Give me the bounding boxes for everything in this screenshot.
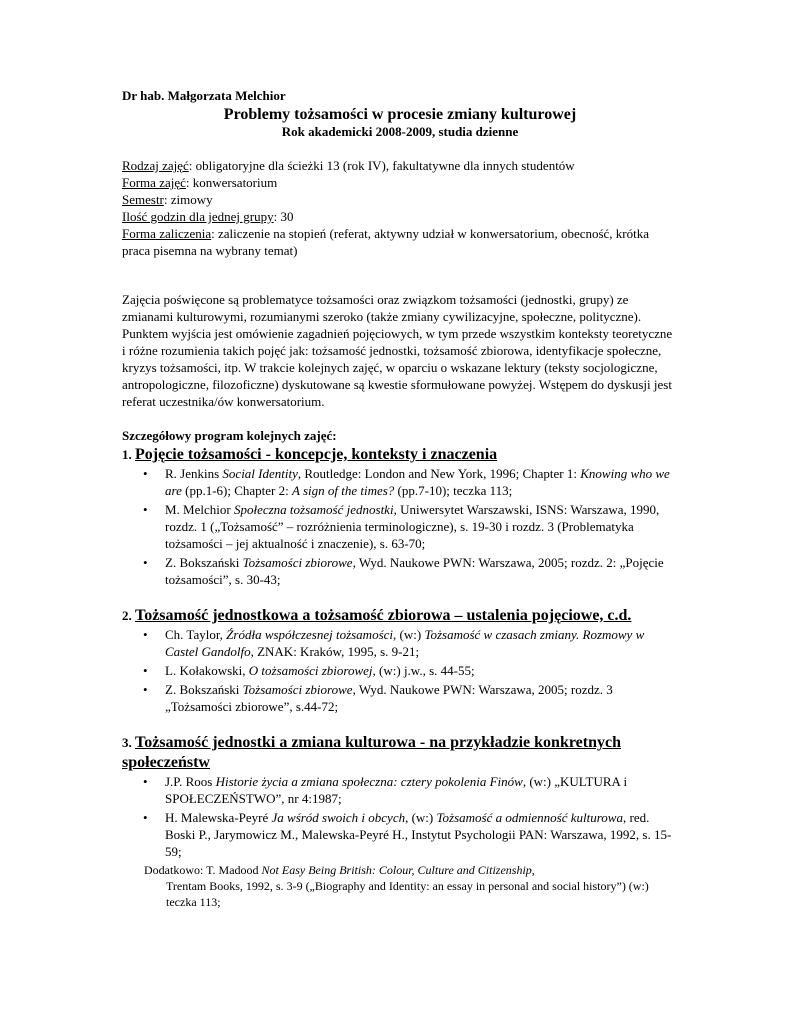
list-item: • Z. Bokszański Tożsamości zbiorowe, Wyd. Naukowe PWN: Warszawa, 2005; rozdz. 3 „Tożsamości zbiorowe”, s.44-72; — [143, 682, 613, 714]
section-2-refs — [122, 626, 678, 715]
list-item: • Ch. Taylor, Źródła współczesnej tożsamości, (w:) Tożsamość w czasach zmiany. Rozmowy w Castel Gandolfo, ZNAK: Kraków, 1995, s. 9-21; — [143, 627, 645, 659]
list-item: • M. Melchior Społeczna tożsamość jednostki, Uniwersytet Warszawski, ISNS: Warszawa, 1990, rozdz. 1 („Tożsamość” – rozróżnienia terminologiczne), s. 19-30 i rozdz. 3 (Problematyka tożsamości – jej aktualność i znaczenie), s. 63-70; — [143, 502, 660, 551]
document-title: Problemy tożsamości w procesie zmiany kulturowej — [223, 106, 577, 123]
section-3-addon: Dodatkowo: T. Madood Not Easy Being British: Colour, Culture and Citizenship, Trentam Books, 1992, s. 3-9 („Biography and Identity: an essay in personal and social history”) (w:) teczka 113; — [144, 863, 649, 909]
program-title: Szczegółowy program kolejnych zajęć: — [122, 428, 337, 443]
section-1-refs — [122, 465, 678, 588]
list-item: • R. Jenkins Social Identity, Routledge: London and New York, 1996; Chapter 1: Knowing who we are (pp.1-6); Chapter 2: A sign of the times? (pp.7-10); teczka 113; — [143, 466, 670, 498]
document-page — [122, 88, 678, 910]
meta-godziny: Ilość godzin dla jednej grupy: 30 — [122, 209, 294, 224]
section-3-heading: 3. Tożsamość jednostki a zmiana kulturowa - na przykładzie konkretnych społeczeństw — [122, 734, 621, 771]
list-item: • J.P. Roos Historie życia a zmiana społeczna: cztery pokolenia Finów, (w:) „KULTURA i SPOŁECZEŃSTWO”, nr 4:1987; — [143, 774, 628, 806]
course-meta — [122, 157, 678, 259]
meta-rodzaj: Rodzaj zajęć: obligatoryjne dla ścieżki 13 (rok IV), fakultatywne dla innych studentów — [122, 158, 575, 173]
meta-zaliczenie: Forma zaliczenia: zaliczenie na stopień (referat, aktywny udział w konwersatorium, obecność, krótka praca pisemna na wybrany temat) — [122, 226, 650, 258]
author-name: Dr hab. Małgorzata Melchior — [122, 88, 286, 103]
intro-paragraph: Zajęcia poświęcone są problematyce tożsamości oraz związkom tożsamości (jednostki, grupy) ze zmianami kulturowymi, rozumianymi szeroko (także zmiany cywilizacyjne, społeczne, polityczne). Punktem wyjścia jest omówienie zagadnień pojęciowych, w tym przede wszystkim konteksty teoretyczne i różne rozumienia takich pojęć jak: tożsamość jednostki, tożsamość zbiorowa, identyfikacje społeczne, kryzys tożsamości, itp. W trakcie kolejnych zajęć, w oparciu o wskazane lektury (teksty socjologiczne, antropologiczne, filozoficzne) dyskutowane są kwestie sformułowane powyżej. Wstępem do dyskusji jest referat uczestnika/ów konwersatorium. — [122, 292, 673, 409]
list-item: • H. Malewska-Peyré Ja wśród swoich i obcych, (w:) Tożsamość a odmienność kulturowa, red. Boski P., Jarymowicz M., Malewska-Peyré H., Instytut Psychologii PAN: Warszawa, 1992, s. 15-59; — [143, 810, 672, 859]
meta-semestr: Semestr: zimowy — [122, 192, 213, 207]
section-3-refs — [122, 773, 678, 860]
section-2-heading: 2. Tożsamość jednostkowa a tożsamość zbiorowa – ustalenia pojęciowe, c.d. — [122, 607, 632, 624]
document-subtitle: Rok akademicki 2008-2009, studia dzienne — [281, 124, 519, 139]
section-1-heading: 1. Pojęcie tożsamości - koncepcje, konteksty i znaczenia — [122, 446, 498, 463]
meta-forma: Forma zajęć: konwersatorium — [122, 175, 278, 190]
list-item: • L. Kołakowski, O tożsamości zbiorowej, (w:) j.w., s. 44-55; — [143, 663, 475, 678]
list-item: • Z. Bokszański Tożsamości zbiorowe, Wyd. Naukowe PWN: Warszawa, 2005; rozdz. 2: „Pojęcie tożsamości”, s. 30-43; — [143, 555, 664, 587]
